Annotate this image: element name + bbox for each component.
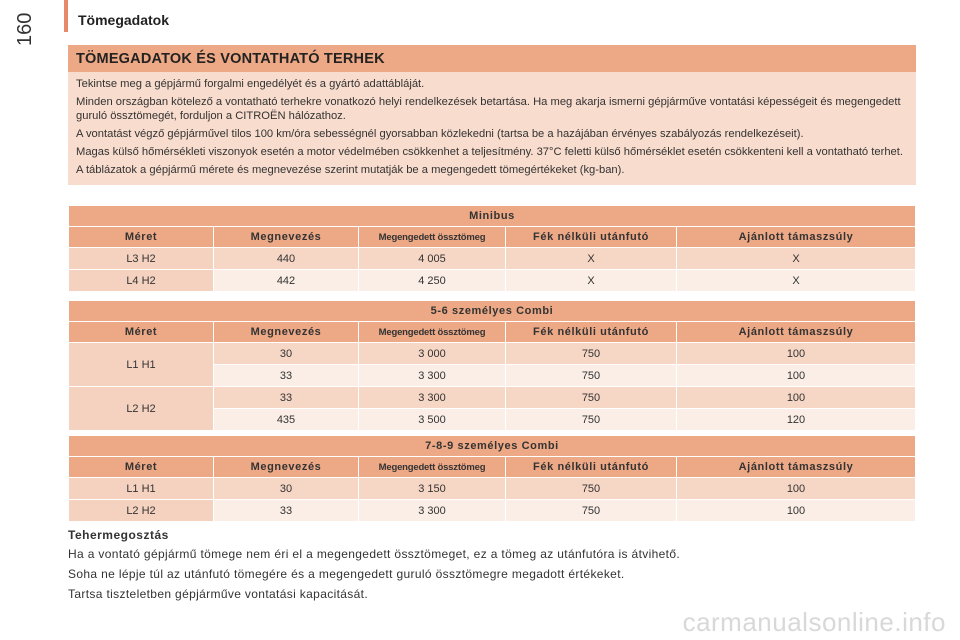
page-number: 160	[14, 12, 36, 46]
table-cell: 750	[506, 365, 677, 387]
table-cell: 100	[677, 343, 916, 365]
section-header: Tömegadatok	[78, 12, 170, 28]
intro-paragraph: Magas külső hőmérsékleti viszonyok esetén a motor védelmében csökkenhet a teljesítmény. 37°C feletti külső hőmérséklet esetén csökkenteni kell a vontatható terhet.	[76, 146, 903, 158]
table-cell: 30	[214, 478, 359, 500]
table-cell: L2 H2	[69, 387, 214, 431]
column-header: Megnevezés	[214, 457, 359, 478]
table-cell: X	[506, 270, 677, 292]
table-cell: L1 H1	[69, 478, 214, 500]
intro-body	[68, 72, 916, 185]
body-paragraph: Ha a vontató gépjármű tömege nem éri el a megengedett össztömeget, ez a tömeg az utánfutóra is átvihető.	[68, 547, 681, 561]
table-title: 7-8-9 személyes Combi	[69, 436, 916, 457]
column-header: Fék nélküli utánfutó	[506, 322, 677, 343]
table-cell: 3 300	[359, 365, 506, 387]
table-cell: 750	[506, 343, 677, 365]
intro-paragraph: Tekintse meg a gépjármű forgalmi engedélyét és a gyártó adattábláját.	[76, 78, 425, 90]
column-header: Méret	[69, 227, 214, 248]
table-cell: L4 H2	[69, 270, 214, 292]
table-cell: 3 300	[359, 500, 506, 522]
table-cell: 100	[677, 478, 916, 500]
combi-7-8-9-weight-table	[68, 435, 916, 522]
table-cell: 3 500	[359, 409, 506, 431]
table-cell: X	[506, 248, 677, 270]
table-cell: 30	[214, 343, 359, 365]
table-cell: 4 250	[359, 270, 506, 292]
column-header: Megengedett össztömeg	[359, 457, 506, 478]
table-row	[69, 270, 916, 292]
table-title: 5-6 személyes Combi	[69, 301, 916, 322]
table-cell: 100	[677, 500, 916, 522]
body-paragraph: Soha ne lépje túl az utánfutó tömegére és a megengedett guruló össztömegre megadott értékeket.	[68, 567, 625, 581]
table-cell: 3 150	[359, 478, 506, 500]
table-cell: 4 005	[359, 248, 506, 270]
column-header: Megnevezés	[214, 322, 359, 343]
table-cell: 100	[677, 365, 916, 387]
table-cell: L3 H2	[69, 248, 214, 270]
intro-panel	[68, 45, 916, 185]
table-cell: L2 H2	[69, 500, 214, 522]
table-cell: 750	[506, 409, 677, 431]
column-header: Megengedett össztömeg	[359, 322, 506, 343]
column-header: Fék nélküli utánfutó	[506, 457, 677, 478]
table-cell: X	[677, 270, 916, 292]
table-cell: 120	[677, 409, 916, 431]
column-header: Ajánlott támaszsúly	[677, 227, 916, 248]
column-header: Méret	[69, 322, 214, 343]
table-cell: 750	[506, 387, 677, 409]
table-row	[69, 387, 916, 409]
intro-paragraph: Minden országban kötelező a vontatható terhekre vonatkozó helyi rendelkezések betartása. Ha meg akarja ismerni gépjárműve vontatási képességeit és megengedett guruló össztömegét, forduljon a CITROËN hálózathoz.	[76, 96, 901, 122]
column-header: Megengedett össztömeg	[359, 227, 506, 248]
table-cell: 750	[506, 500, 677, 522]
table-cell: 33	[214, 387, 359, 409]
combi-5-6-weight-table	[68, 300, 916, 431]
table-row	[69, 248, 916, 270]
table-cell: L1 H1	[69, 343, 214, 387]
table-cell: 440	[214, 248, 359, 270]
intro-title: TÖMEGADATOK ÉS VONTATHATÓ TERHEK	[68, 45, 916, 72]
table-row	[69, 478, 916, 500]
table-row	[69, 343, 916, 365]
table-cell: 100	[677, 387, 916, 409]
table-row	[69, 500, 916, 522]
section-accent-bar	[64, 0, 68, 32]
table-cell: 442	[214, 270, 359, 292]
table-cell: 750	[506, 478, 677, 500]
intro-paragraph: A vontatást végző gépjárművel tilos 100 km/óra sebességnél gyorsabban közlekedni (tartsa be a hazájában érvényes szabályozás rendelkezéseit).	[76, 128, 804, 140]
table-cell: 33	[214, 365, 359, 387]
minibus-weight-table	[68, 205, 916, 292]
column-header: Ajánlott támaszsúly	[677, 322, 916, 343]
body-paragraph: Tartsa tiszteletben gépjárműve vontatási kapacitását.	[68, 587, 369, 601]
table-cell: 435	[214, 409, 359, 431]
column-header: Méret	[69, 457, 214, 478]
intro-paragraph: A táblázatok a gépjármű mérete és megnevezése szerint mutatják be a megengedett tömegértékeket (kg-ban).	[76, 164, 625, 176]
weight-distribution-section	[68, 528, 928, 607]
table-cell: 33	[214, 500, 359, 522]
column-header: Fék nélküli utánfutó	[506, 227, 677, 248]
table-cell: 3 300	[359, 387, 506, 409]
table-title: Minibus	[69, 206, 916, 227]
column-header: Ajánlott támaszsúly	[677, 457, 916, 478]
section-title: Tehermegosztás	[68, 528, 169, 542]
table-cell: X	[677, 248, 916, 270]
table-cell: 3 000	[359, 343, 506, 365]
watermark: carmanualsonline.info	[682, 607, 946, 637]
column-header: Megnevezés	[214, 227, 359, 248]
